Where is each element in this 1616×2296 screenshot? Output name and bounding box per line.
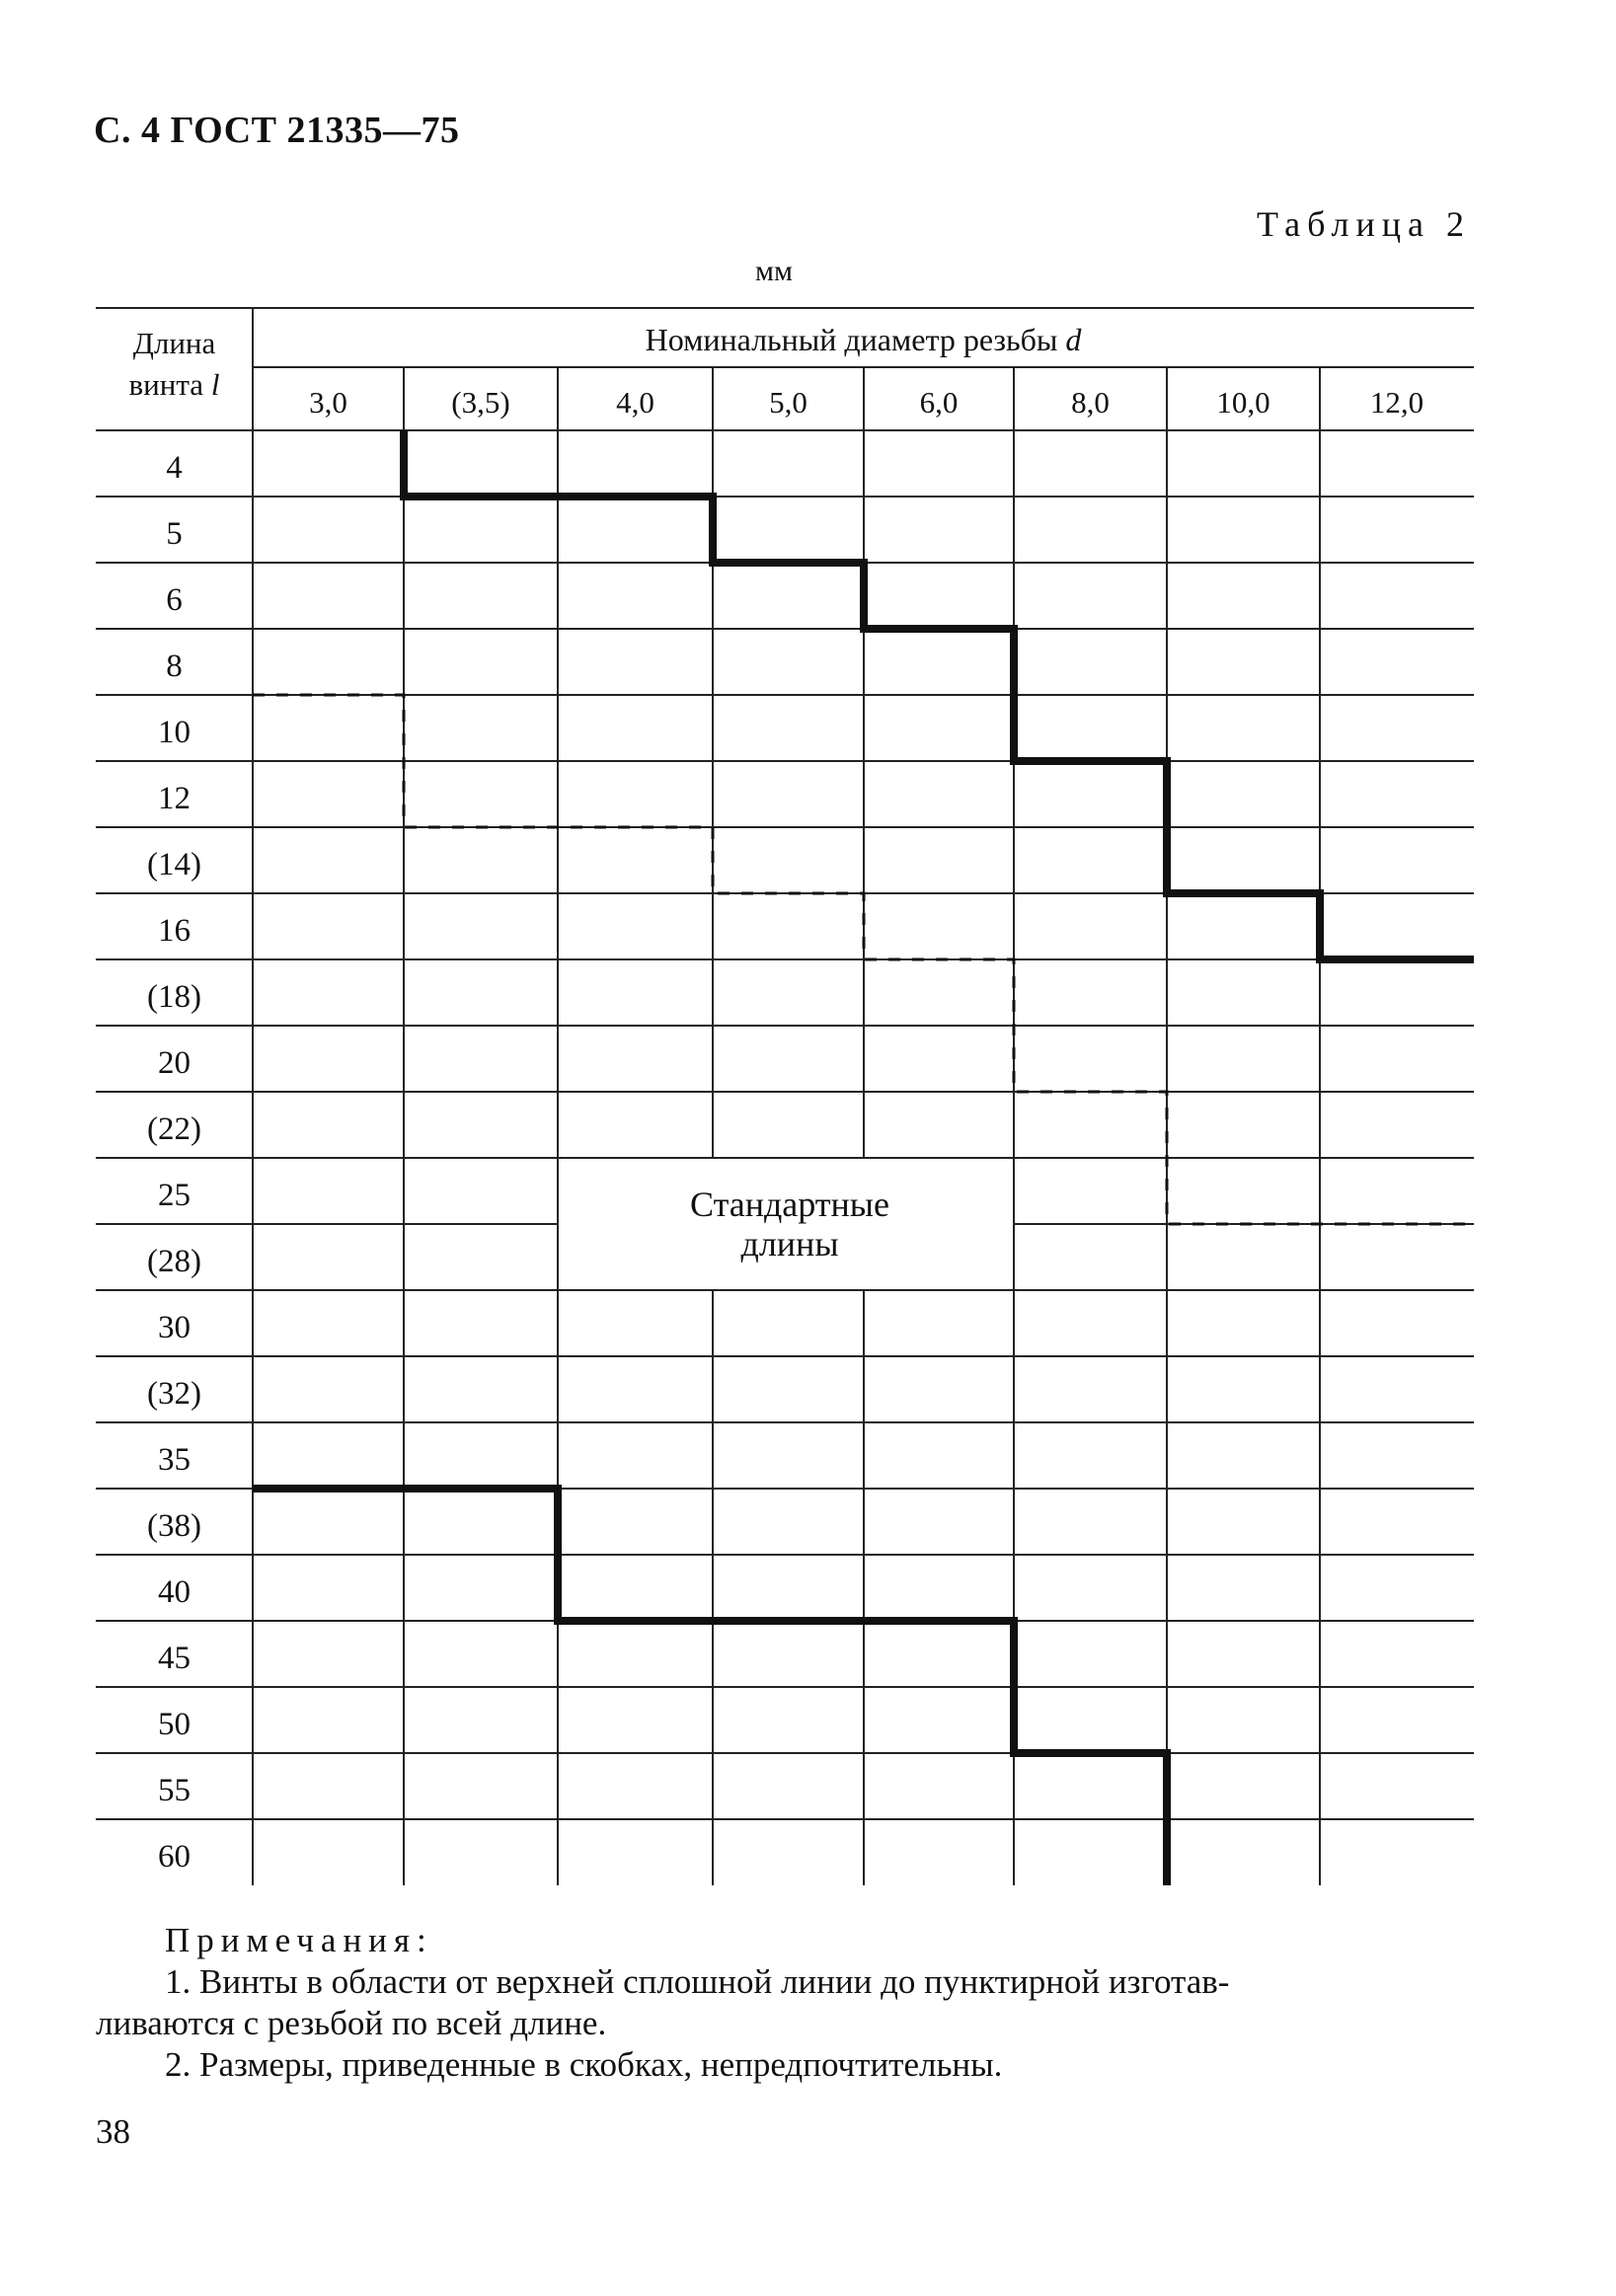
region-label-line-1: Стандартные	[690, 1185, 889, 1224]
column-header-4: 5,0	[769, 385, 808, 420]
row-label-9: (18)	[147, 979, 201, 1015]
region-label-line-2: длины	[740, 1224, 839, 1263]
note-2: 2. Размеры, приведенные в скобках, непредпочтительны.	[165, 2045, 1003, 2084]
row-label-4: 8	[166, 649, 183, 684]
page-header: С. 4 ГОСТ 21335—75	[94, 110, 460, 151]
column-header-7: 10,0	[1216, 385, 1270, 420]
row-label-3: 6	[166, 582, 183, 618]
page-number: 38	[96, 2112, 130, 2151]
row-label-1: 4	[166, 450, 183, 486]
table-number: Таблица 2	[1257, 204, 1471, 244]
row-label-12: 25	[158, 1178, 191, 1213]
row-label-21: 55	[158, 1773, 191, 1808]
row-label-8: 16	[158, 913, 191, 949]
column-header-5: 6,0	[919, 385, 959, 420]
row-label-13: (28)	[147, 1244, 201, 1279]
row-label-2: 5	[166, 516, 183, 552]
row-label-20: 50	[158, 1707, 191, 1742]
row-label-16: 35	[158, 1442, 191, 1478]
row-label-22: 60	[158, 1839, 191, 1875]
column-header-1: 3,0	[309, 385, 347, 420]
column-header-2: (3,5)	[451, 385, 510, 420]
row-label-14: 30	[158, 1310, 191, 1345]
row-label-6: 12	[158, 781, 191, 816]
row-label-17: (38)	[147, 1508, 201, 1544]
row-label-19: 45	[158, 1641, 191, 1676]
row-header-line-1: Длина	[132, 326, 216, 360]
note-1-line-1: 1. Винты в области от верхней сплошной линии до пунктирной изготав-	[165, 1962, 1230, 2001]
column-group-header: Номинальный диаметр резьбы d	[645, 322, 1082, 357]
note-1-line-2: ливаются с резьбой по всей длине.	[96, 2004, 607, 2042]
notes-block	[96, 1920, 1478, 2086]
notes-title: Примечания:	[165, 1921, 433, 1959]
row-label-10: 20	[158, 1045, 191, 1081]
column-header-6: 8,0	[1071, 385, 1110, 420]
row-label-15: (32)	[147, 1376, 201, 1412]
row-label-5: 10	[158, 715, 191, 750]
row-header-line-2: винта l	[128, 367, 220, 402]
row-label-11: (22)	[147, 1111, 201, 1147]
row-label-18: 40	[158, 1574, 191, 1610]
row-label-7: (14)	[147, 847, 201, 882]
table-units: мм	[755, 255, 793, 287]
column-header-8: 12,0	[1369, 385, 1424, 420]
column-header-3: 4,0	[616, 385, 654, 420]
